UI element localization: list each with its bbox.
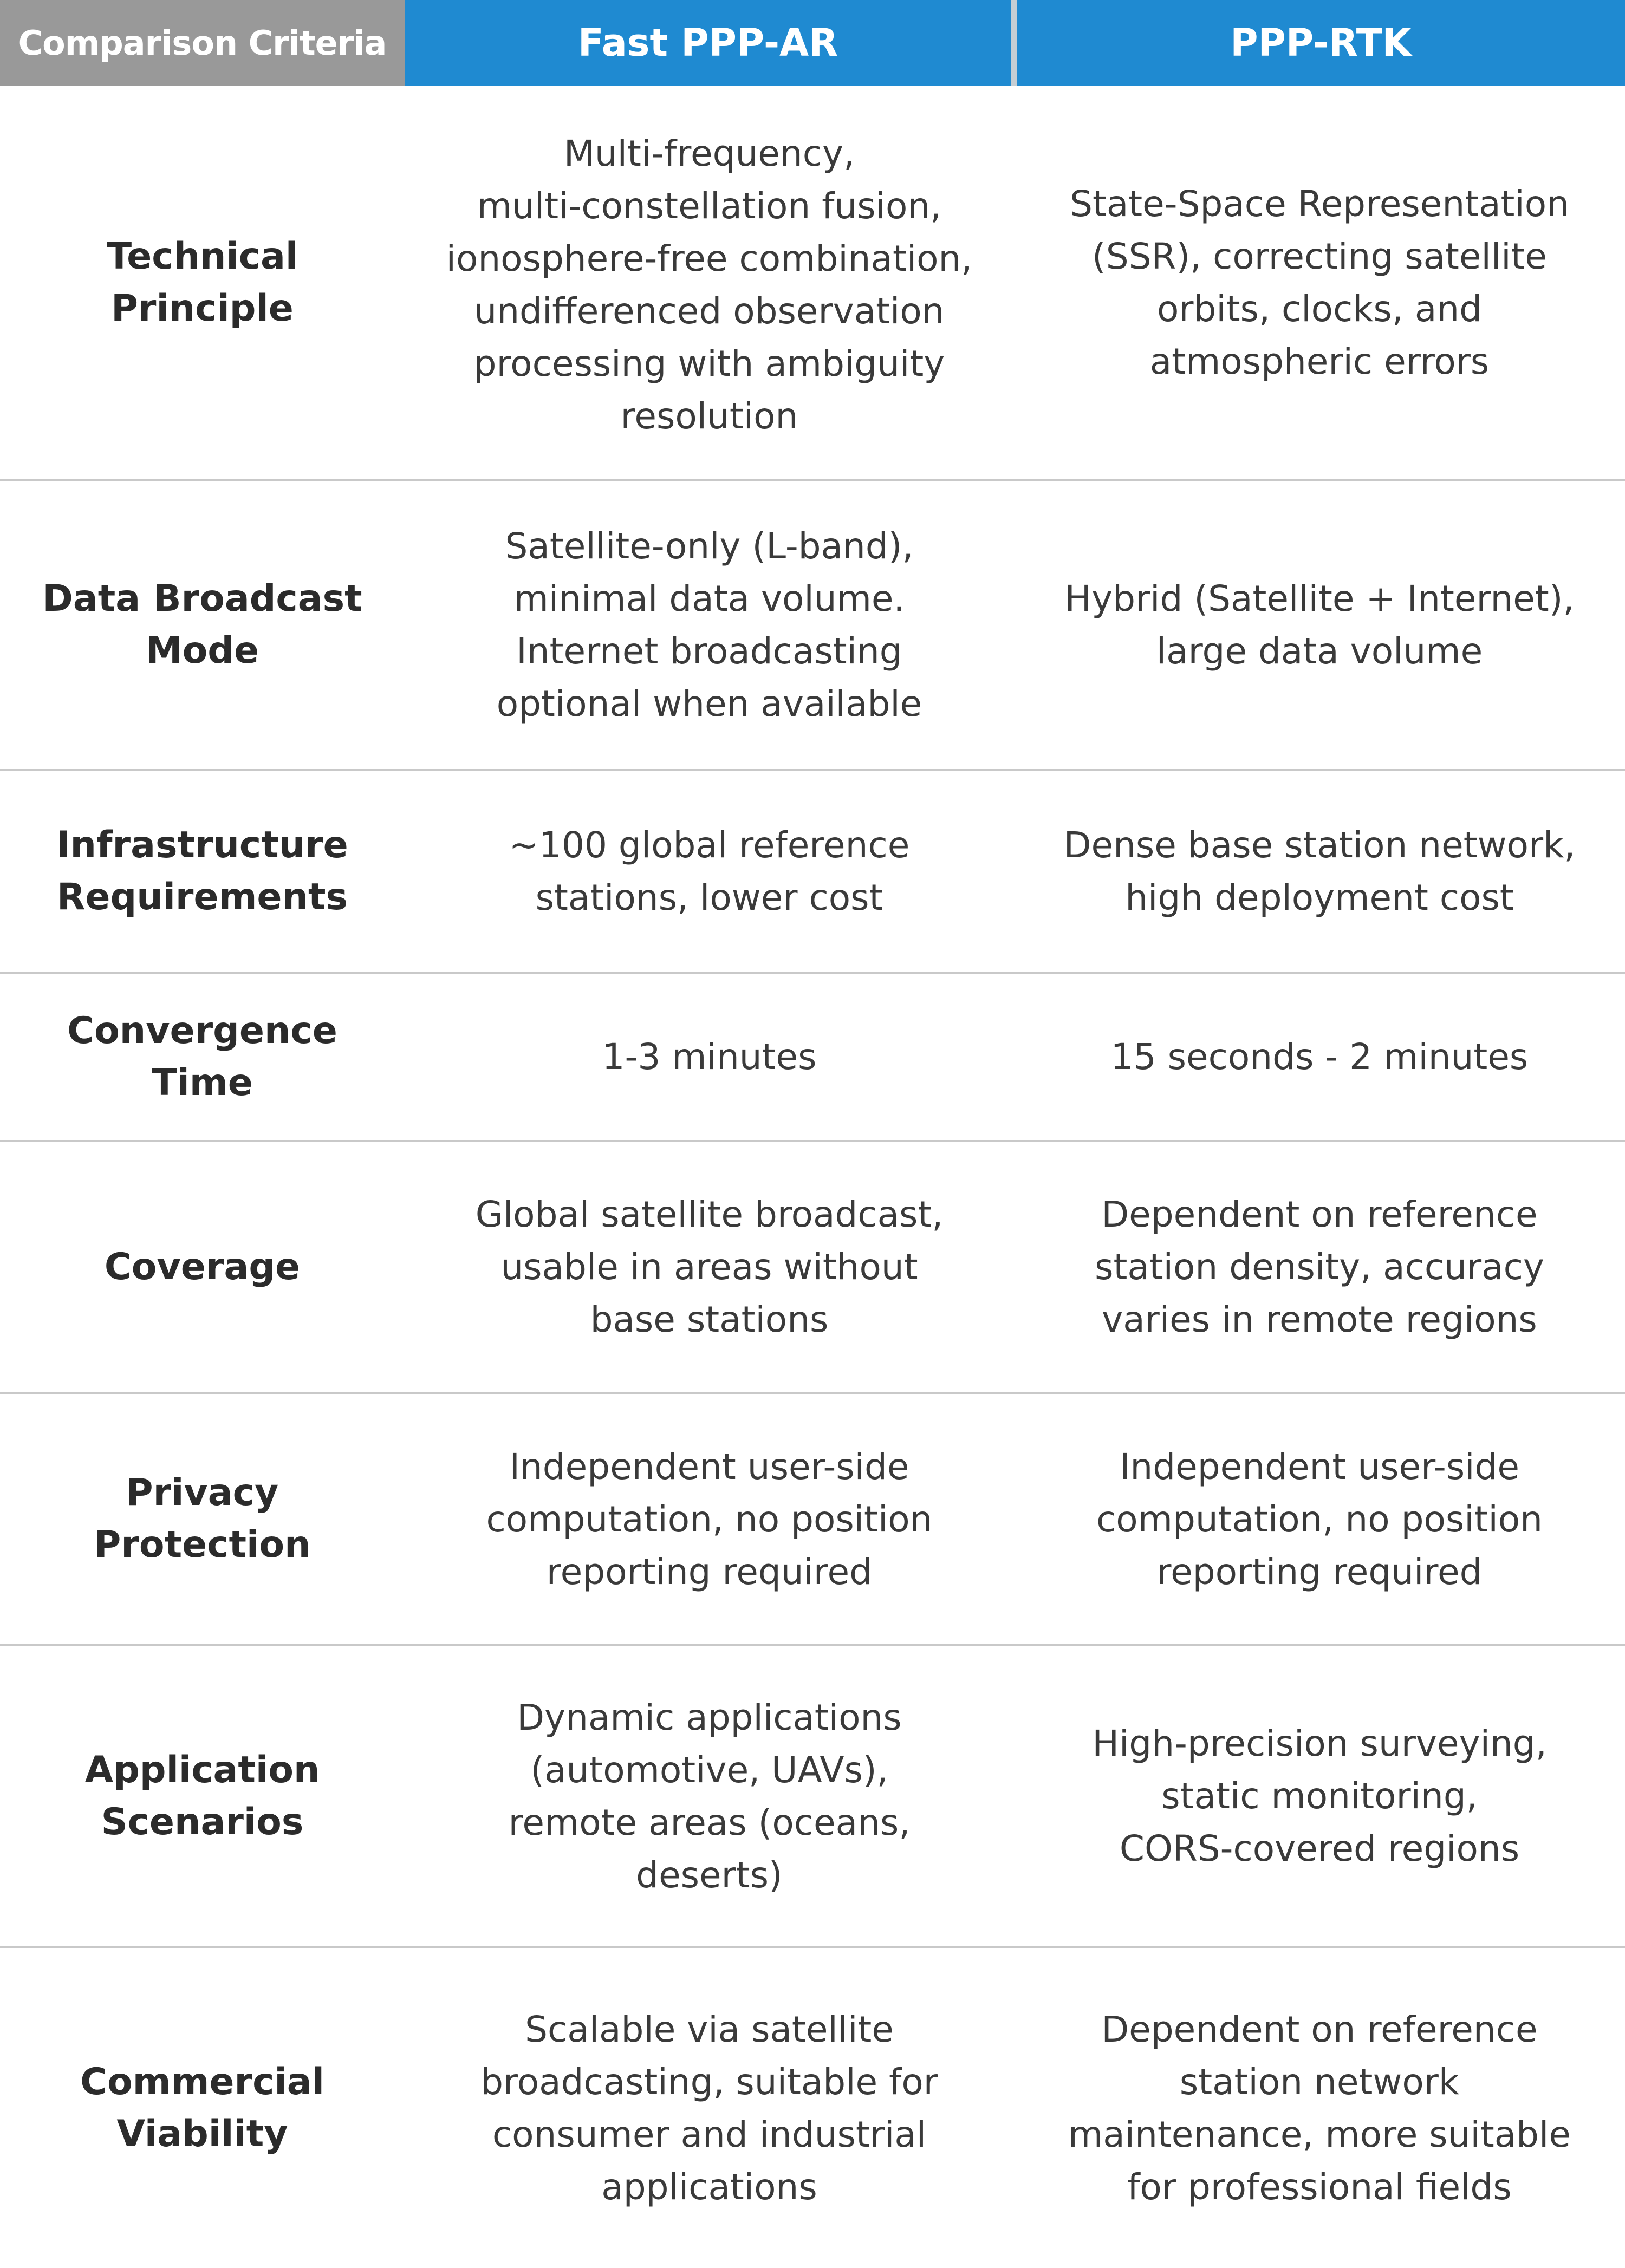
criteria-cell [0, 1394, 405, 1644]
cell-text-line: Principle [111, 286, 294, 330]
cell-text-line: Privacy [126, 1471, 279, 1514]
criteria-cell [0, 1646, 405, 1946]
cell-text-line: station density, accuracy [1095, 1246, 1544, 1288]
cell-text-line: deserts) [636, 1854, 783, 1896]
table-row [0, 1646, 1625, 1948]
cell-text-line: for professional fields [1127, 2166, 1512, 2208]
cell-text-line: ionosphere-free combination, [446, 237, 973, 279]
cell-text-line: Protection [94, 1523, 311, 1566]
table-row [0, 771, 1625, 974]
cell-text-line: remote areas (oceans, [508, 1801, 911, 1843]
cell-text-line: processing with ambiguity [473, 342, 945, 384]
fast-ppp-ar-cell [405, 1646, 1014, 1946]
criteria-cell [0, 481, 405, 769]
criteria-cell [0, 771, 405, 972]
cell-text-line: computation, no position [486, 1498, 933, 1540]
ppp-rtk-cell [1014, 974, 1625, 1140]
fast-ppp-ar-cell [405, 481, 1014, 769]
cell-text-line: Technical [106, 234, 298, 278]
cell-text-line: Global satellite broadcast, [475, 1194, 944, 1235]
cell-text-line: high deployment cost [1125, 877, 1514, 918]
criteria-cell [0, 974, 405, 1140]
cell-text-line: applications [601, 2166, 817, 2208]
cell-text-line: 15 seconds - 2 minutes [1110, 1036, 1529, 1078]
fast-ppp-ar-cell [405, 1394, 1014, 1644]
cell-text-line: Scalable via satellite [525, 2008, 894, 2050]
cell-text-line: Independent user-side [1119, 1445, 1520, 1488]
cell-text-line: stations, lower cost [535, 877, 883, 918]
cell-text-line: Internet broadcasting [516, 630, 902, 672]
ppp-rtk-cell [1014, 1394, 1625, 1644]
table-row [0, 1948, 1625, 2268]
cell-text-line: varies in remote regions [1102, 1299, 1537, 1340]
cell-text-line: base stations [590, 1299, 829, 1340]
cell-text-line: large data volume [1156, 630, 1483, 672]
cell-text-line: computation, no position [1096, 1498, 1543, 1540]
cell-text-line: Requirements [57, 876, 348, 918]
cell-text-line: Satellite-only (L-band), [505, 525, 914, 567]
cell-text-line: Dense base station network, [1063, 824, 1576, 866]
cell-text-line: Infrastructure [56, 824, 348, 866]
ppp-rtk-cell [1014, 771, 1625, 972]
fast-ppp-ar-cell [405, 86, 1014, 479]
table-row [0, 481, 1625, 771]
ppp-rtk-cell [1014, 481, 1625, 769]
cell-text-line: Data Broadcast [42, 577, 362, 620]
cell-text-line: orbits, clocks, and [1157, 288, 1482, 330]
cell-text-line: atmospheric errors [1149, 340, 1490, 382]
cell-text-line: station network [1179, 2061, 1460, 2103]
fast-ppp-ar-cell [405, 1142, 1014, 1392]
cell-text-line: 1-3 minutes [602, 1036, 817, 1078]
criteria-cell [0, 86, 405, 479]
cell-text-line: optional when available [496, 683, 922, 725]
cell-text-line: Commercial [80, 2060, 324, 2103]
cell-text-line: ~100 global reference [509, 824, 910, 866]
cell-text-line: static monitoring, [1161, 1775, 1478, 1817]
cell-text-line: Dependent on reference [1101, 1194, 1538, 1235]
cell-text-line: Convergence [67, 1009, 337, 1052]
cell-text-line: Dependent on reference [1101, 2008, 1538, 2050]
cell-text-line: Independent user-side [509, 1445, 909, 1488]
cell-text-line: Mode [145, 629, 259, 672]
table-row [0, 974, 1625, 1142]
ppp-rtk-cell [1014, 1142, 1625, 1392]
header-criteria: Comparison Criteria [0, 0, 405, 86]
cell-text-line: Scenarios [101, 1800, 304, 1843]
fast-ppp-ar-cell [405, 974, 1014, 1140]
cell-text-line: multi-constellation fusion, [477, 185, 942, 227]
table-row [0, 1142, 1625, 1394]
table-header [0, 0, 1625, 86]
cell-text-line: High-precision surveying, [1092, 1723, 1547, 1764]
cell-text-line: Multi-frequency, [563, 132, 855, 174]
cell-text-line: reporting required [546, 1550, 873, 1593]
cell-text-line: Coverage [104, 1245, 301, 1288]
fast-ppp-ar-cell [405, 1948, 1014, 2268]
header-fast-ppp-ar: Fast PPP-AR [405, 0, 1011, 86]
cell-text-line: Dynamic applications [517, 1696, 902, 1738]
cell-text-line: CORS-covered regions [1119, 1828, 1520, 1869]
table-row [0, 1394, 1625, 1646]
cell-text-line: (SSR), correcting satellite [1091, 235, 1548, 277]
fast-ppp-ar-cell [405, 771, 1014, 972]
cell-text-line: Viability [116, 2112, 288, 2155]
cell-text-line: Time [152, 1061, 253, 1104]
cell-text-line: Hybrid (Satellite + Internet), [1064, 578, 1575, 620]
cell-text-line: State-Space Representation [1070, 183, 1569, 225]
cell-text-line: maintenance, more suitable [1068, 2113, 1571, 2155]
criteria-cell [0, 1948, 405, 2268]
cell-text-line: reporting required [1156, 1550, 1483, 1593]
cell-text-line: usable in areas without [500, 1246, 918, 1288]
ppp-rtk-cell [1014, 1646, 1625, 1946]
header-ppp-rtk: PPP-RTK [1017, 0, 1625, 86]
cell-text-line: resolution [620, 395, 798, 437]
ppp-rtk-cell [1014, 86, 1625, 479]
cell-text-line: minimal data volume. [514, 578, 905, 620]
cell-text-line: undifferenced observation [474, 290, 945, 332]
table-row [0, 86, 1625, 481]
criteria-cell [0, 1142, 405, 1392]
cell-text-line: Application [84, 1748, 320, 1791]
ppp-rtk-cell [1014, 1948, 1625, 2268]
cell-text-line: broadcasting, suitable for [480, 2061, 938, 2103]
cell-text-line: consumer and industrial [492, 2113, 927, 2155]
cell-text-line: (automotive, UAVs), [530, 1749, 888, 1791]
header-divider [1011, 0, 1017, 86]
